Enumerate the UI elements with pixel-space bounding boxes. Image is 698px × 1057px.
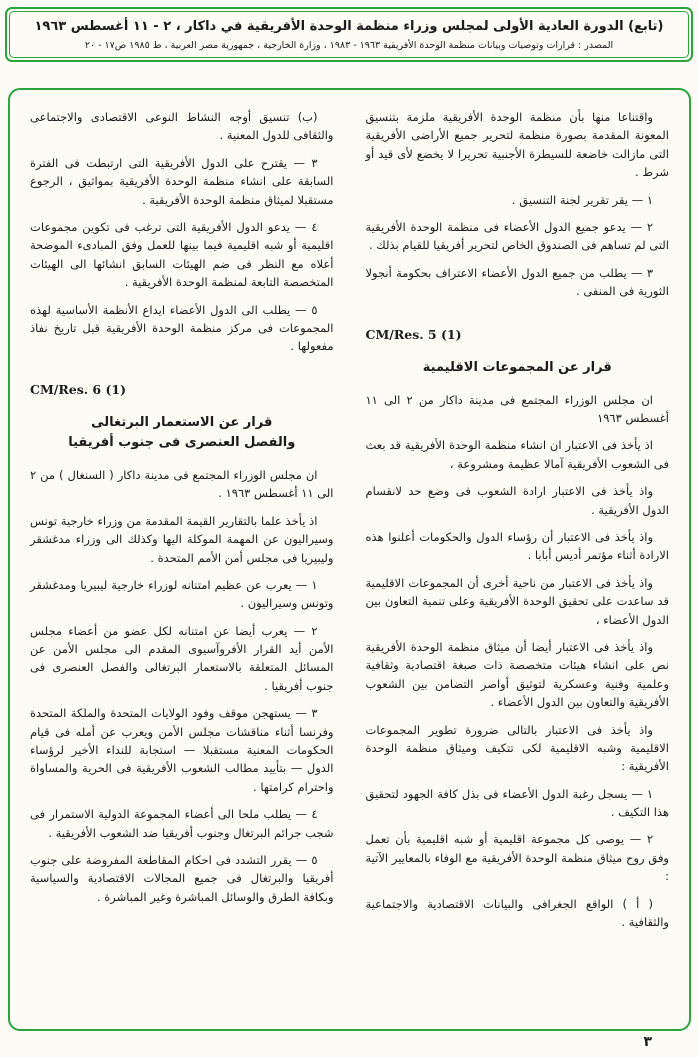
numbered-item: ١ — يعرب عن عظيم امتنانه لوزراء خارجية ليبيريا ومدغشقر وتونس وسيراليون . [30, 577, 334, 611]
content-box [8, 88, 691, 1031]
paragraph: واذ يأخذ فى الاعتبار أيضا أن ميثاق منظمة الوحدة الأفريقية نص على انشاء هيئات متخصصة ذات صبغة اقتصادية وثقافية وعلمية وفنية وعسكرية لتوثيق أواصر التضامن بين الشعوب الأفريقية والتعاون بين الدول الأعضاء . [365, 639, 669, 710]
page-number: ٣ [643, 1034, 652, 1050]
paragraph: ان مجلس الوزراء المجتمع فى مدينة داكار ( السنغال ) من ٢ الى ١١ أغسطس ١٩٦٣ . [30, 467, 334, 501]
numbered-item: ٥ — يطلب الى الدول الأعضاء ايداع الأنظمة الأساسية لهذه المجموعات فى مركز منظمة الوحدة الأفريقية قبل تاريخ نفاذ مفعولها . [30, 302, 334, 354]
numbered-item: ٥ — يقرر التشدد فى احكام المقاطعة المفروضة على جنوب أفريقيا والبرتغال فى جميع المجالات الاقتصادية والسياسية وبكافة الطرق والوسائل المباشرة وغير المباشرة . [30, 853, 334, 904]
document-title: (تابع) الدورة العادية الأولى لمجلس وزراء منظمة الوحدة الأفريقية في داكار ، ٢ - ١١ أغسطس ١٩٦٣ [34, 19, 664, 34]
paragraph: واقتناعا منها بأن منظمة الوحدة الأفريقية ملزمة بتنسيق المعونة المقدمة بصورة منظمة لتحرير جميع الأراضى الأفريقية التى مازالت خاضعة للسيطرة الأجنبية تحريرا لا يخضع لأى قيد أو شرط . [365, 110, 669, 180]
numbered-item: ٣ — يستهجن موقف وفود الولايات المتحدة والملكة المتحدة وفرنسا أثناء مناقشات مجلس الأمن ويعرب عن أمله فى قيام الحكومات المعنية مستقبلا — استجابة للنداء الأخير لرؤساء الدول — بتأييد مطالب الشعوب الأفريقية فى الحرية والمساواة واحترام كرامتها . [30, 706, 334, 794]
paragraph: اذ يأخذ علما بالتقارير القيمة المقدمة من وزراء خارجية تونس وسيراليون عن المهمة الموكلة اليها وكذلك الى وزراء مدغشقر وليبيريا فى مجلس أمن الأمم المتحدة . [30, 513, 334, 565]
numbered-item: ٣ — يقترح على الدول الأفريقية التى ارتبطت فى الفترة السابقة على انشاء منظمة الوحدة الأفريقية بمواثيق ، الرجوع مستقبلا لميثاق منظمة الوحدة الأفريقية . [30, 155, 334, 207]
numbered-item: ٤ — يدعو الدول الأفريقية التى ترغب فى تكوين مجموعات اقليمية أو شبه اقليمية فيما بينها للعمل وفق المبادىء الموضحة أعلاه مع النظر فى ضم الهيئات السابق انشائها الى الهيئات المتخصصة التابعة لمنظمة الوحدة الأفريقية . [30, 219, 334, 290]
numbered-item: ٤ — يطلب ملحا الى أعضاء المجموعة الدولية الاستمرار فى شجب جرائم البرتغال وجنوب أفريقيا ضد الشعوب الأفريقية . [30, 807, 334, 840]
paragraph: اذ يأخذ فى الاعتبار ان انشاء منظمة الوحدة الأفريقية قد بعث فى الشعوب الأفريقية آمالا عظيمة ومشروعة ، [365, 438, 669, 471]
numbered-item: ٣ — يطلب من جميع الدول الأعضاء الاعتراف بحكومة أنجولا الثورية فى المنفى . [365, 265, 669, 299]
lettered-item: (ب) تنسيق أوجه النشاط النوعى الاقتصادى والاجتماعى والثقافى للدول المعنية . [30, 110, 334, 143]
resolution-title [30, 413, 334, 453]
right-column [366, 108, 670, 1015]
resolution-code: CM/Res. 5 (1) [365, 326, 462, 342]
two-column-layout [30, 108, 669, 1015]
resolution-title: قرار عن المجموعات الاقليمية [422, 359, 612, 375]
header-banner [5, 7, 693, 62]
header-banner-inner [9, 11, 689, 58]
numbered-item: ٢ — يعرب أيضا عن امتنانه لكل عضو من أعضاء مجلس الأمن أيد القرار الأفروآسيوى المقدم الى مجلس الأمن عن المسائل المتعلقة بالاستعمار البرتغالى والفصل العنصرى فى جنوب أفريقيا . [30, 623, 334, 693]
paragraph: ان مجلس الوزراء المجتمع فى مدينة داكار من ٢ الى ١١ أغسطس ١٩٦٣ [365, 392, 669, 426]
resolution-title-line: قرار عن الاستعمار البرتغالى [91, 414, 273, 430]
paragraph: واذ يأخذ فى الاعتبار ارادة الشعوب فى وضع حد لانقسام الدول الأفريقية . [365, 484, 669, 517]
numbered-item: ١ — يسجل رغبة الدول الأعضاء فى بذل كافة الجهود لتحقيق هذا التكيف . [365, 786, 669, 820]
paragraph: واذ يأخذ فى الاعتبار من ناحية أخرى أن المجموعات الاقليمية قد ساعدت على تحقيق الوحدة الأفريقية وعلى تنمية التعاون بين الدول الأعضاء ، [365, 575, 669, 627]
resolution-code: CM/Res. 6 (1) [30, 381, 127, 397]
left-column [30, 108, 334, 1015]
source-line: المصدر : قرارات وتوصيات وبيانات منظمة الوحدة الأفريقية ١٩٦٣ - ١٩٨٣ ، وزارة الخارجية ، جمهورية مصر العربية ، ط ١٩٨٥ ص١٧ - ٢٠ [84, 39, 614, 51]
numbered-item: ٢ — يوصى كل مجموعة اقليمية أو شبه اقليمية بأن تعمل وفق روح ميثاق منظمة الوحدة الأفريقية مع الوفاء بالمعايير الآتية : [365, 832, 669, 884]
numbered-item: ١ — يقر تقرير لجنة التنسيق . [511, 192, 653, 207]
resolution-title-line: والفصل العنصرى فى جنوب أفريقيا [68, 434, 296, 450]
lettered-item: ( أ ) الواقع الجغرافى والبيانات الاقتصادية والاجتماعية والثقافية . [365, 896, 669, 930]
paragraph: واذ يأخذ فى الاعتبار بالتالى ضرورة تطوير المجموعات الاقليمية وشبه الاقليمية لكى تتكيف وميثاق منظمة الوحدة الأفريقية : [365, 722, 669, 774]
numbered-item: ٢ — يدعو جميع الدول الأعضاء فى منظمة الوحدة الأفريقية التى لم تساهم فى الصندوق الخاص لتحرير أفريقيا للقيام بذلك . [365, 219, 669, 253]
paragraph: واذ يأخذ فى الاعتبار أن رؤساء الدول والحكومات أعلنوا هذه الارادة أثناء مؤتمر أديس أبابا . [365, 530, 669, 563]
